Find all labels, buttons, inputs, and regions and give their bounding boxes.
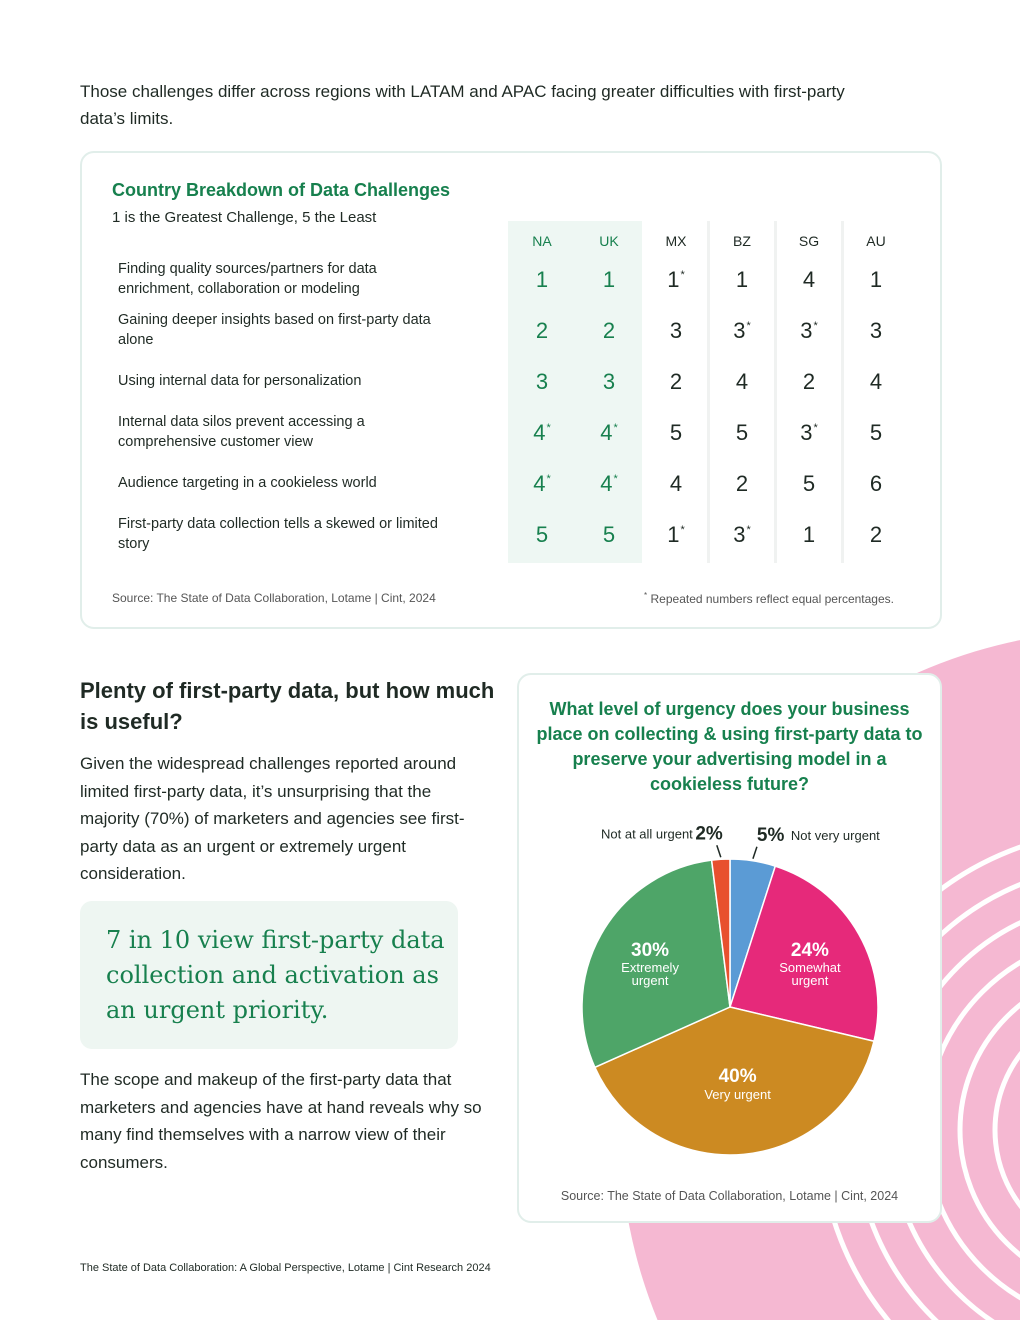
table-cell: 3* [733,522,751,547]
table-cell: 4* [533,420,551,445]
callout-quote: 7 in 10 view first-party data collection and activation as an urgent priority. [106,926,445,1024]
column-header-au: AU [866,233,886,249]
slice-category-label: Somewhat [779,959,841,975]
table-cell: 3 [535,369,549,394]
table-cell: 1 [802,522,816,547]
table-cell: 2 [869,522,883,547]
table-cell: 4 [735,369,749,394]
column-header-bz: BZ [733,233,751,249]
table-cell: 2 [669,369,683,394]
callout-box [80,901,458,1049]
table-cell: 2 [735,471,749,496]
table-cell: 5 [869,420,883,445]
table-subtitle: 1 is the Greatest Challenge, 5 the Least [112,209,377,226]
section-heading: Plenty of first-party data, but how much is useful? [80,678,495,734]
slice-value-label: 40% [718,1066,757,1088]
slice-category-label: Not very urgent [790,827,880,843]
section-paragraph-2: The scope and makeup of the first-party data that marketers and agencies have at hand reveals why so many find themselves with a narrow view of their consumers. [80,1070,482,1172]
table-cell: 6 [869,471,883,496]
slice-category-label: urgent [791,972,829,988]
table-cell: 3 [669,318,683,343]
column-header-sg: SG [798,233,820,249]
table-cell: 1* [667,522,685,547]
table-footnote: * Repeated numbers reflect equal percentages. [644,591,894,606]
table-cell: 4 [869,369,883,394]
slice-category-label: Extremely [621,959,679,975]
page-footer: The State of Data Collaboration: A Global Perspective, Lotame | Cint Research 2024 [80,1262,491,1274]
table-cell: 5 [802,471,816,496]
urgency-chart-card [517,673,942,1223]
table-title: Country Breakdown of Data Challenges [112,180,451,200]
table-cell: 2 [602,318,616,343]
table-cell: 1 [602,267,616,292]
slice-value-label: 30% [631,939,670,961]
table-cell: 1 [735,267,749,292]
table-source: Source: The State of Data Collaboration, Lotame | Cint, 2024 [112,591,436,605]
column-header-na: NA [532,233,552,249]
slice-category-label: urgent [631,972,669,988]
column-header-mx: MX [665,233,687,249]
table-cell: 5 [602,522,616,547]
table-cell: 2 [802,369,816,394]
table-cell: 1 [869,267,883,292]
section-paragraph-1: Given the widespread challenges reported around limited first-party data, it’s unsurprising that the majority (70%) of marketers and agencies see first-party data as an urgent or extremely urgent consideration. [80,754,465,883]
table-cell: 3* [733,318,751,343]
row-label: Using internal data for personalization [118,373,362,389]
table-cell: 4 [802,267,816,292]
country-breakdown-card [80,151,942,629]
row-label: Audience targeting in a cookieless world [118,475,377,491]
table-cell: 5 [735,420,749,445]
table-cell: 1 [535,267,549,292]
row-label: Gaining deeper insights based on first-party data alone [118,312,431,348]
leader-line [717,845,721,857]
chart-source: Source: The State of Data Collaboration, Lotame | Cint, 2024 [560,1189,899,1203]
table-cell: 1* [667,267,685,292]
slice-value-label: 24% [790,939,829,961]
table-cell: 5 [535,522,549,547]
row-label: Finding quality sources/partners for data enrichment, collaboration or modeling [118,261,377,297]
intro-paragraph: Those challenges differ across regions with LATAM and APAC facing greater difficulties with first-party data’s limits. [80,82,845,128]
table-cell: 3 [602,369,616,394]
table-cell: 4* [533,471,551,496]
leader-line [753,847,757,859]
slice-category-label: Not at all urgent [601,826,693,842]
column-header-uk: UK [599,233,619,249]
row-label: Internal data silos prevent accessing a comprehensive customer view [118,414,365,450]
table-cell: 3* [800,420,818,445]
slice-category-label: Very urgent [704,1087,771,1103]
table-cell: 3 [869,318,883,343]
table-cell: 3* [800,318,818,343]
slice-value-label: 5% [756,824,785,846]
table-cell: 5 [669,420,683,445]
chart-title: What level of urgency does your business place on collecting & using first-party data to preserve your advertising model in a cookieless future? [536,699,923,794]
slice-value-label: 2% [695,823,723,845]
table-cell: 4 [669,471,683,496]
row-label: First-party data collection tells a skewed or limited story [118,516,438,552]
table-cell: 4* [600,471,618,496]
table-cell: 4* [600,420,618,445]
table-cell: 2 [535,318,549,343]
